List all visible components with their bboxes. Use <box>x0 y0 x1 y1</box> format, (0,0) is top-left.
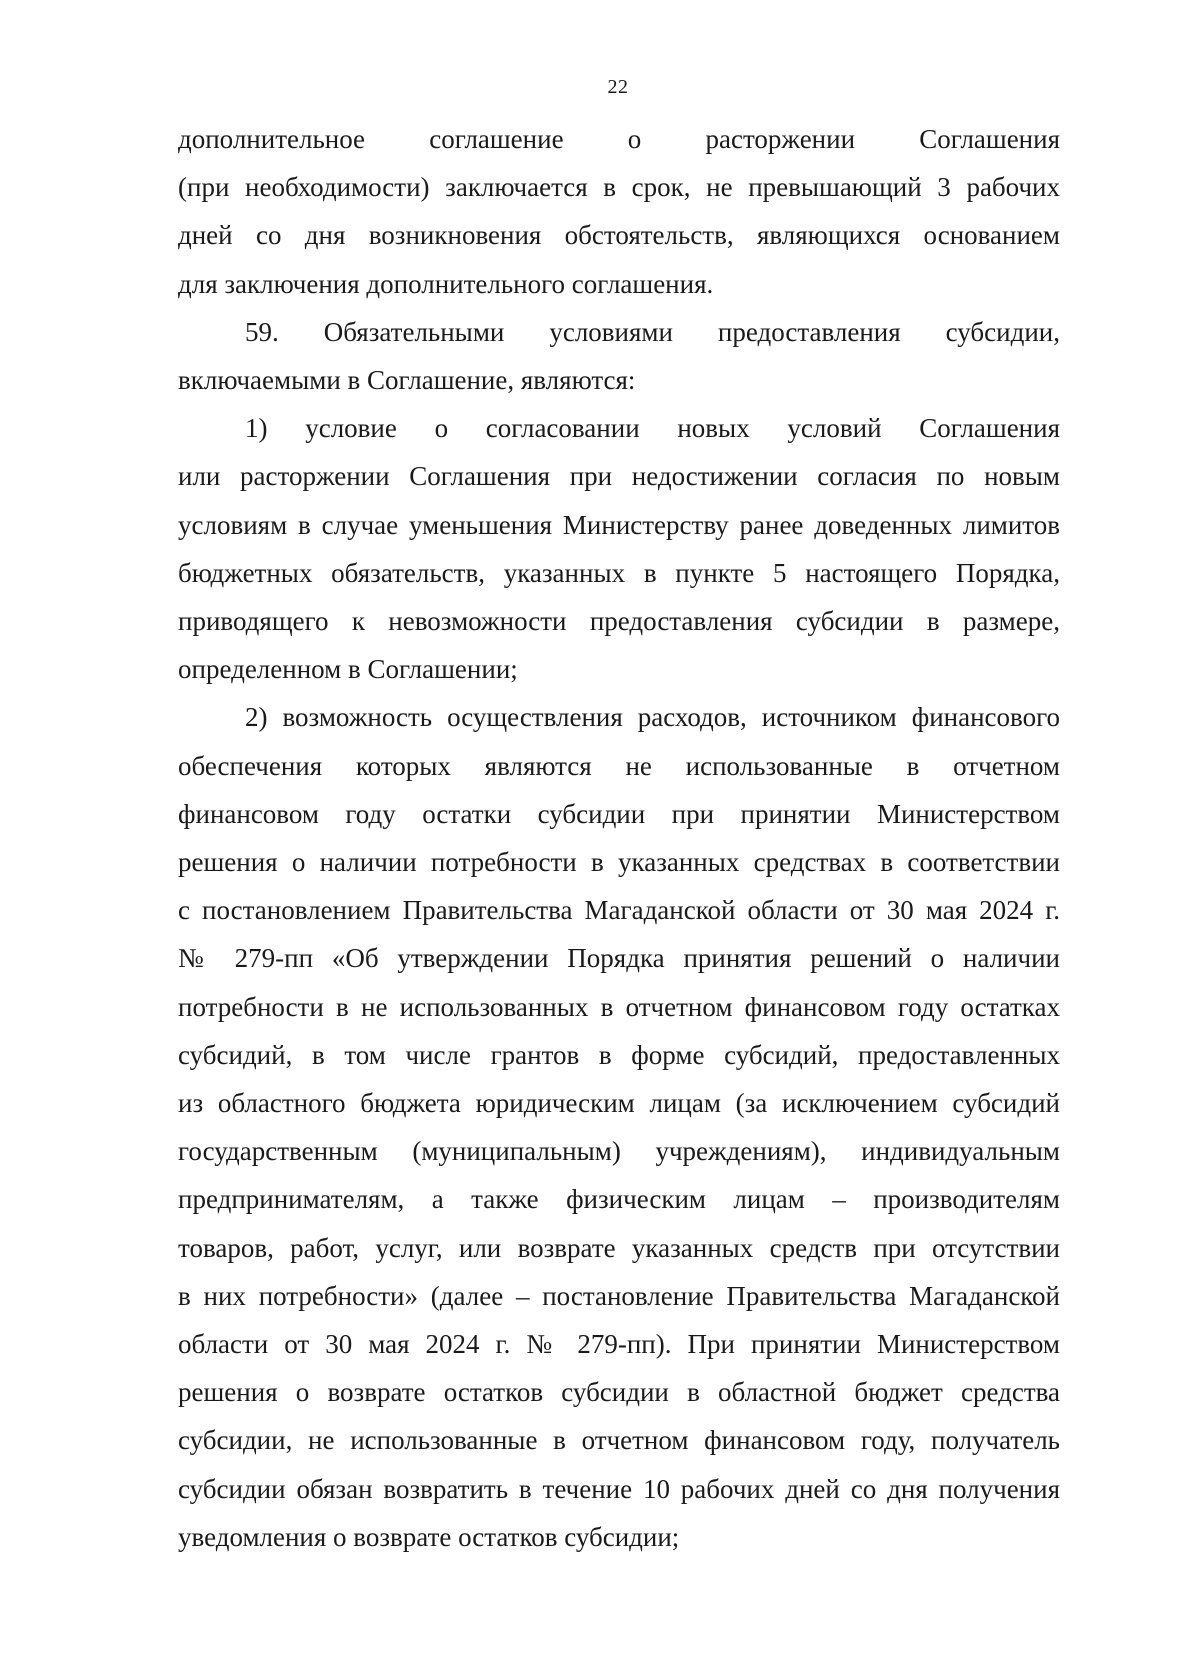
text-line: 1) условие о согласовании новых условий Соглашения <box>245 413 1060 444</box>
text-line: определенном в Соглашении; <box>178 654 518 685</box>
text-line: с постановлением Правительства Магаданской области от 30 мая 2024 г. <box>178 895 1060 926</box>
text-line: 59. Обязательными условиями предоставления субсидии, <box>245 316 1060 347</box>
text-line: государственным (муниципальным) учреждениям), индивидуальным <box>178 1136 1060 1167</box>
document-body <box>178 115 1060 1561</box>
text-line: субсидии обязан возвратить в течение 10 рабочих дней со дня получения <box>178 1473 1060 1504</box>
text-line: условиям в случае уменьшения Министерству ранее доведенных лимитов <box>178 509 1060 540</box>
text-line: предпринимателям, а также физическим лицам – производителям <box>178 1184 1060 1215</box>
text-line: субсидий, в том числе грантов в форме субсидий, предоставленных <box>178 1039 1060 1070</box>
text-line: № 279-пп «Об утверждении Порядка принятия решений о наличии <box>178 943 1060 974</box>
page-number: 22 <box>607 76 629 98</box>
text-line: или расторжении Соглашения при недостижении согласия по новым <box>178 461 1060 492</box>
text-line: 2) возможность осуществления расходов, источником финансового <box>245 702 1060 733</box>
text-line: решения о наличии потребности в указанных средствах в соответствии <box>178 847 1060 878</box>
paragraph-subitem-2 <box>178 693 1060 1561</box>
text-line: решения о возврате остатков субсидии в областной бюджет средства <box>178 1377 1060 1408</box>
text-line: приводящего к невозможности предоставления субсидии в размере, <box>178 606 1060 637</box>
text-line: обеспечения которых являются не использованные в отчетном <box>178 750 1060 781</box>
text-line: в них потребности» (далее – постановление Правительства Магаданской <box>178 1280 1060 1311</box>
text-line: (при необходимости) заключается в срок, не превышающий 3 рабочих <box>178 172 1060 203</box>
paragraph-subitem-1 <box>178 404 1060 693</box>
paragraph-item-59 <box>178 308 1060 404</box>
text-line: субсидии, не использованные в отчетном финансовом году, получатель <box>178 1425 1060 1456</box>
text-line: потребности в не использованных в отчетном финансовом году остатках <box>178 991 1060 1022</box>
text-line: дополнительное соглашение о расторжении Соглашения <box>178 124 1060 154</box>
paragraph-continuation <box>178 115 1060 308</box>
text-line: финансовом году остатки субсидии при принятии Министерством <box>178 798 1060 829</box>
text-line: для заключения дополнительного соглашения. <box>178 268 714 299</box>
text-line: уведомления о возврате остатков субсидии; <box>178 1521 680 1552</box>
text-line: бюджетных обязательств, указанных в пункте 5 настоящего Порядка, <box>178 557 1060 588</box>
text-line: включаемыми в Соглашение, являются: <box>178 365 636 396</box>
text-line: дней со дня возникновения обстоятельств, являющихся основанием <box>178 220 1060 251</box>
text-line: товаров, работ, услуг, или возврате указанных средств при отсутствии <box>178 1232 1060 1263</box>
text-line: из областного бюджета юридическим лицам (за исключением субсидий <box>178 1088 1060 1119</box>
text-line: области от 30 мая 2024 г. № 279-пп). При принятии Министерством <box>178 1329 1060 1360</box>
